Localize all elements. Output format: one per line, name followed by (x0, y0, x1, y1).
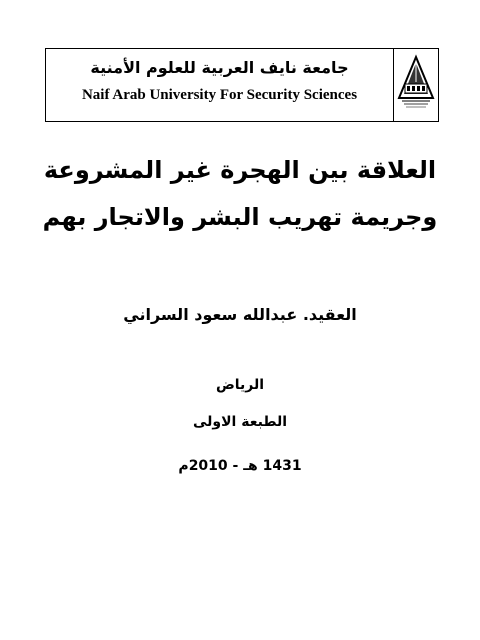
university-name-arabic: جامعة نايف العربية للعلوم الأمنية (90, 58, 349, 77)
university-name-english: Naif Arab University For Security Sciences (81, 87, 358, 103)
book-title-line-1: العلاقة بين الهجرة غير المشروعة (43, 156, 437, 184)
edition-label: الطبعة الاولى (192, 414, 288, 430)
book-title-line-2: وجريمة تهريب البشر والاتجار بهم (42, 203, 438, 231)
header-divider (393, 49, 394, 121)
university-name-block (46, 49, 393, 121)
university-header (45, 48, 439, 122)
author-name: العقيد. عبدالله سعود السراني (123, 305, 357, 324)
university-logo-icon (396, 54, 436, 116)
publication-city: الرياض (215, 377, 265, 393)
publication-date: 1431 هـ - 2010م (178, 458, 302, 474)
